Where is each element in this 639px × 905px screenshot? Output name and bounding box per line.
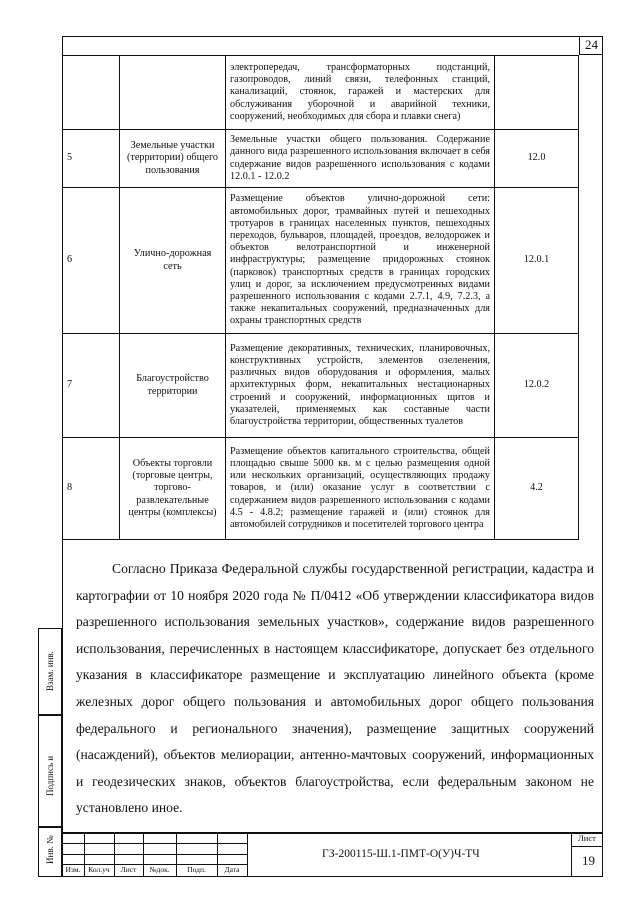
title-block: [62, 832, 603, 877]
row-code: [495, 56, 579, 130]
row-description: Размещение объектов капитального строительства, общей площадью свыше 5000 кв. м с целью размещения одной или нескольких организаций, осуществляющих продажу товаров, и (или) оказание услуг в соответствии с содержанием видов разрешенного использования с кодами 4.5 - 4.8.2; размещение гаражей и (или) стоянок для автомобилей сотрудников и посетителей торгового центра: [226, 438, 495, 540]
row-number: 6: [63, 188, 120, 334]
col-podp: Подп.: [187, 865, 206, 874]
row-code: 12.0.1: [495, 188, 579, 334]
row-number: 8: [63, 438, 120, 540]
document-code: ГЗ-200115-Ш.1-ПМТ-О(У)Ч-ТЧ: [322, 848, 480, 860]
inv-label: Инв. №: [45, 835, 55, 864]
row-number: [63, 56, 120, 130]
row-description: Размещение декоративных, технических, планировочных, конструктивных устройств, элементов озеленения, различных видов оборудования и оформления, малых архитектурных форм, некапитальных нестационарных строений и сооружений, информационных щитов и указателей, применяемых как составные части благоустройства территории, общественных туалетов: [226, 334, 495, 438]
row-name: [120, 56, 226, 130]
row-number: 5: [63, 130, 120, 188]
page-number-top: 24: [579, 36, 603, 55]
podpis-cell: [38, 715, 62, 827]
row-code: 12.0: [495, 130, 579, 188]
table-row: [63, 56, 579, 130]
vzam-cell: [38, 628, 62, 715]
col-data: Дата: [224, 865, 240, 874]
table-row: [63, 130, 579, 188]
podpis-label: Подпись и: [45, 755, 55, 796]
row-description: электропередач, трансформаторных подстанций, газопроводов, линий связи, телефонных станций, канализаций, стоянок, гаражей и мастерских для обслуживания уборочной и аварийной техники, сооружений, необходимых для сбора и плавки снега): [226, 56, 495, 130]
col-ndok: №док.: [149, 865, 170, 874]
vzam-label: Взам. инв.: [45, 651, 55, 691]
side-stamp: [38, 628, 62, 877]
col-kol-uch: Кол.уч: [88, 865, 110, 874]
table-row: [63, 188, 579, 334]
sheet-label: Лист: [578, 833, 596, 843]
row-name: Объекты торговли (торговые центры, торгово-развлекательные центры (комплексы): [120, 438, 226, 540]
row-description: Размещение объектов улично-дорожной сети: автомобильных дорог, трамвайных путей и пешеходных тротуаров в границах населенных пунктов, пешеходных переходов, бульваров, площадей, проездов, велодорожек и объектов велотранспортной и инженерной инфраструктуры; размещение придорожных стоянок (парковок) транспортных средств в границах городских улиц и дорог, за исключением предусмотренных видами разрешенного использования с кодами 2.7.1, 4.9, 7.2.3, а также некапитальных сооружений, предназначенных для охраны транспортных средств: [226, 188, 495, 334]
row-code: 12.0.2: [495, 334, 579, 438]
row-name: Улично-дорожная сеть: [120, 188, 226, 334]
sheet-number: 19: [582, 853, 595, 868]
row-name: Благоустройство территории: [120, 334, 226, 438]
inv-cell: [38, 827, 62, 877]
table-row: [63, 334, 579, 438]
table-row: [63, 438, 579, 540]
col-izm: Изм.: [65, 865, 81, 874]
row-description: Земельные участки общего пользования. Содержание данного вида разрешенного использования включает в себя содержание видов разрешенного использования с кодами 12.0.1 - 12.0.2: [226, 130, 495, 188]
col-list: Лист: [120, 865, 137, 874]
row-code: 4.2: [495, 438, 579, 540]
land-use-table: [62, 55, 579, 540]
body-paragraph: Согласно Приказа Федеральной службы государственной регистрации, кадастра и картографии от 10 ноября 2020 года № П/0412 «Об утверждении классификатора видов разрешенного использования земельных участков», содержание видов разрешенного использования, перечисленных в настоящем классификаторе, допускает без отдельного указания в классификаторе размещение и эксплуатацию линейного объекта (кроме железных дорог общего пользования и автомобильных дорог общего пользования федерального и регионального значения), размещение защитных сооружений (насаждений), объектов мелиорации, антенно-мачтовых сооружений, информационных и геодезических знаков, объектов благоустройства, если федеральным законом не установлено иное.: [76, 561, 594, 816]
row-name: Земельные участки (территории) общего пользования: [120, 130, 226, 188]
row-number: 7: [63, 334, 120, 438]
